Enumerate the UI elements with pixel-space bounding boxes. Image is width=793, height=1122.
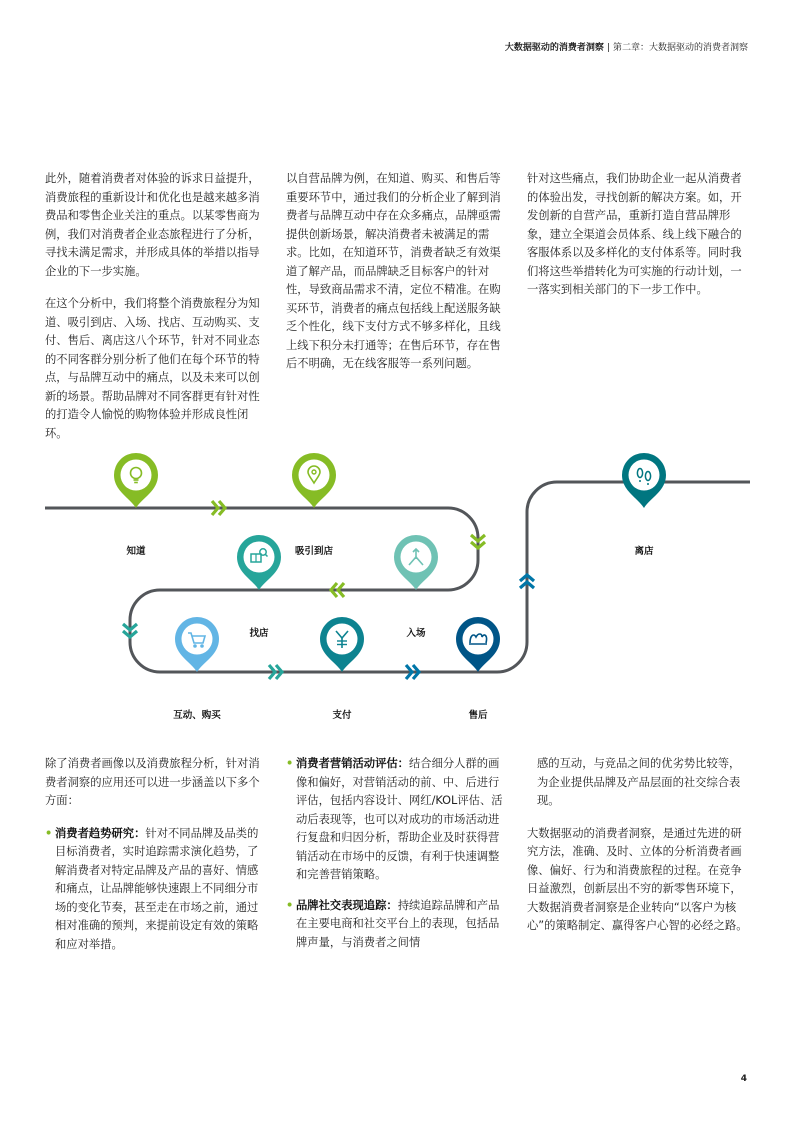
journey-stage-enter (394, 535, 438, 639)
paragraph: 在这个分析中，我们将整个消费旅程分为知道、吸引到店、入场、找店、互动购买、支付、售后、离店这八个环节，针对不同业态的不同客群分别分析了他们在每个环节的特点，与品牌互动中的痛点，以及未来可以创新的场景。帮助品牌对不同客群更有针对性的打造令人愉悦的购物体验并形成良性闭环。 (45, 297, 260, 440)
stage-label: 离店 (634, 546, 654, 557)
bullet-mark: • (45, 826, 53, 840)
journey-stage-leave-store (622, 453, 666, 557)
bullet-title: 品牌社交表现追踪： (296, 898, 398, 912)
running-header (505, 40, 748, 53)
bullet-text: 持续追踪品牌和产品在主要电商和社交平台上的表现，包括品牌声量，与消费者之间情 (296, 898, 500, 949)
bottom-column-2 (286, 755, 508, 964)
stage-label: 吸引到店 (294, 546, 334, 557)
header-separator: | (606, 43, 610, 53)
bullet-text: 结合细分人群的画像和偏好，对营销活动的前、中、后进行评估，包括内容设计、网红/KOL评估、活动后表现等，也可以对成功的市场活动进行复盘和归因分析，帮助企业及时获得营销活动在市场中的反馈，有利于快速调整和完善营销策略。 (296, 757, 503, 881)
paragraph: 此外，随着消费者对体验的诉求日益提升，消费旅程的重新设计和优化也是越来越多消费品和零售企业关注的重点。以某零售商为例，我们对消费者企业态旅程进行了分析，寻找未满足需求，并形成具体的举措以指导企业的下一步实施。 (45, 172, 260, 278)
stage-label: 知道 (126, 546, 146, 557)
paragraph: 大数据驱动的消费者洞察，是通过先进的研究方法，准确、及时、立体的分析消费者画像、偏好、行为和消费旅程的过程。在竞争日益激烈，创新层出不穷的新零售环境下，大数据消费者洞察是企业转向“以客户为核心”的策略制定、赢得客户心智的必经之路。 (527, 826, 748, 932)
journey-stage-know (114, 453, 158, 557)
bullet-item (286, 755, 508, 885)
journey-stage-pay (320, 617, 364, 721)
journey-stage-interact-buy (173, 617, 221, 721)
paragraph: 针对这些痛点，我们协助企业一起从消费者的体验出发，寻找创新的解决方案。如，开发创新的自营产品，重新打造自营品牌形象，建立全渠道会员体系、线上线下融合的客服体系以及多样化的支付体系等。同时我们将这些举措转化为可实施的行动计划，一一落实到相关部门的下一步工作中。 (527, 172, 742, 296)
top-column-2 (286, 170, 508, 388)
bottom-column-3 (527, 755, 749, 950)
journey-stage-after-sales (456, 617, 500, 721)
top-column-3 (527, 170, 749, 314)
header-chapter: 第二章：大数据驱动的消费者洞察 (612, 43, 748, 53)
bullet-item (45, 825, 267, 955)
page-number: 4 (740, 1074, 747, 1084)
consumer-journey-diagram (0, 450, 793, 740)
bullet-title: 消费者营销活动评估： (296, 757, 409, 770)
stage-label: 找店 (249, 628, 269, 639)
bullet-item (286, 897, 508, 953)
journey-stage-attract (292, 453, 336, 557)
bullet-mark: • (286, 898, 294, 912)
bullet-mark: • (286, 757, 294, 770)
stage-label: 入场 (406, 628, 426, 639)
bullet-title: 消费者趋势研究： (55, 826, 146, 840)
stage-label: 支付 (332, 710, 352, 721)
journey-path (45, 482, 750, 672)
stage-label: 售后 (468, 710, 488, 721)
stage-label: 互动、购买 (173, 710, 221, 721)
paragraph: 除了消费者画像以及消费旅程分析，针对消费者洞察的应用还可以进一步涵盖以下多个方面： (45, 757, 260, 807)
paragraph: 感的互动，与竞品之间的优劣势比较等，为企业提供品牌及产品层面的社交综合表现。 (537, 757, 741, 807)
bullet-text: 针对不同品牌及品类的目标消费者，实时追踪需求演化趋势，了解消费者对特定品牌及产品的喜好、情感和痛点，让品牌能够快速跟上不同细分市场的变化节奏，甚至走在市场之前，通过相对准确的预判，来提前设定有效的策略和应对举措。 (55, 826, 259, 951)
top-column-1 (45, 170, 267, 457)
journey-stage-find-store (237, 535, 281, 639)
paragraph: 以自营品牌为例，在知道、购买、和售后等重要环节中，通过我们的分析企业了解到消费者与品牌互动中存在众多痛点，品牌亟需提供创新场景，解决消费者未被满足的需求。比如，在知道环节，消费者缺乏有效渠道了解产品，而品牌缺乏目标客户的针对性，导致商品需求不清，定位不精准。在购买环节，消费者的痛点包括线上配送服务缺乏个性化，线下支付方式不够多样化，且线上线下积分未打通等；在售后环节，存在售后不明确，无在线客服等一系列问题。 (286, 172, 501, 370)
bottom-column-1 (45, 755, 267, 966)
header-title: 大数据驱动的消费者洞察 (504, 43, 604, 53)
